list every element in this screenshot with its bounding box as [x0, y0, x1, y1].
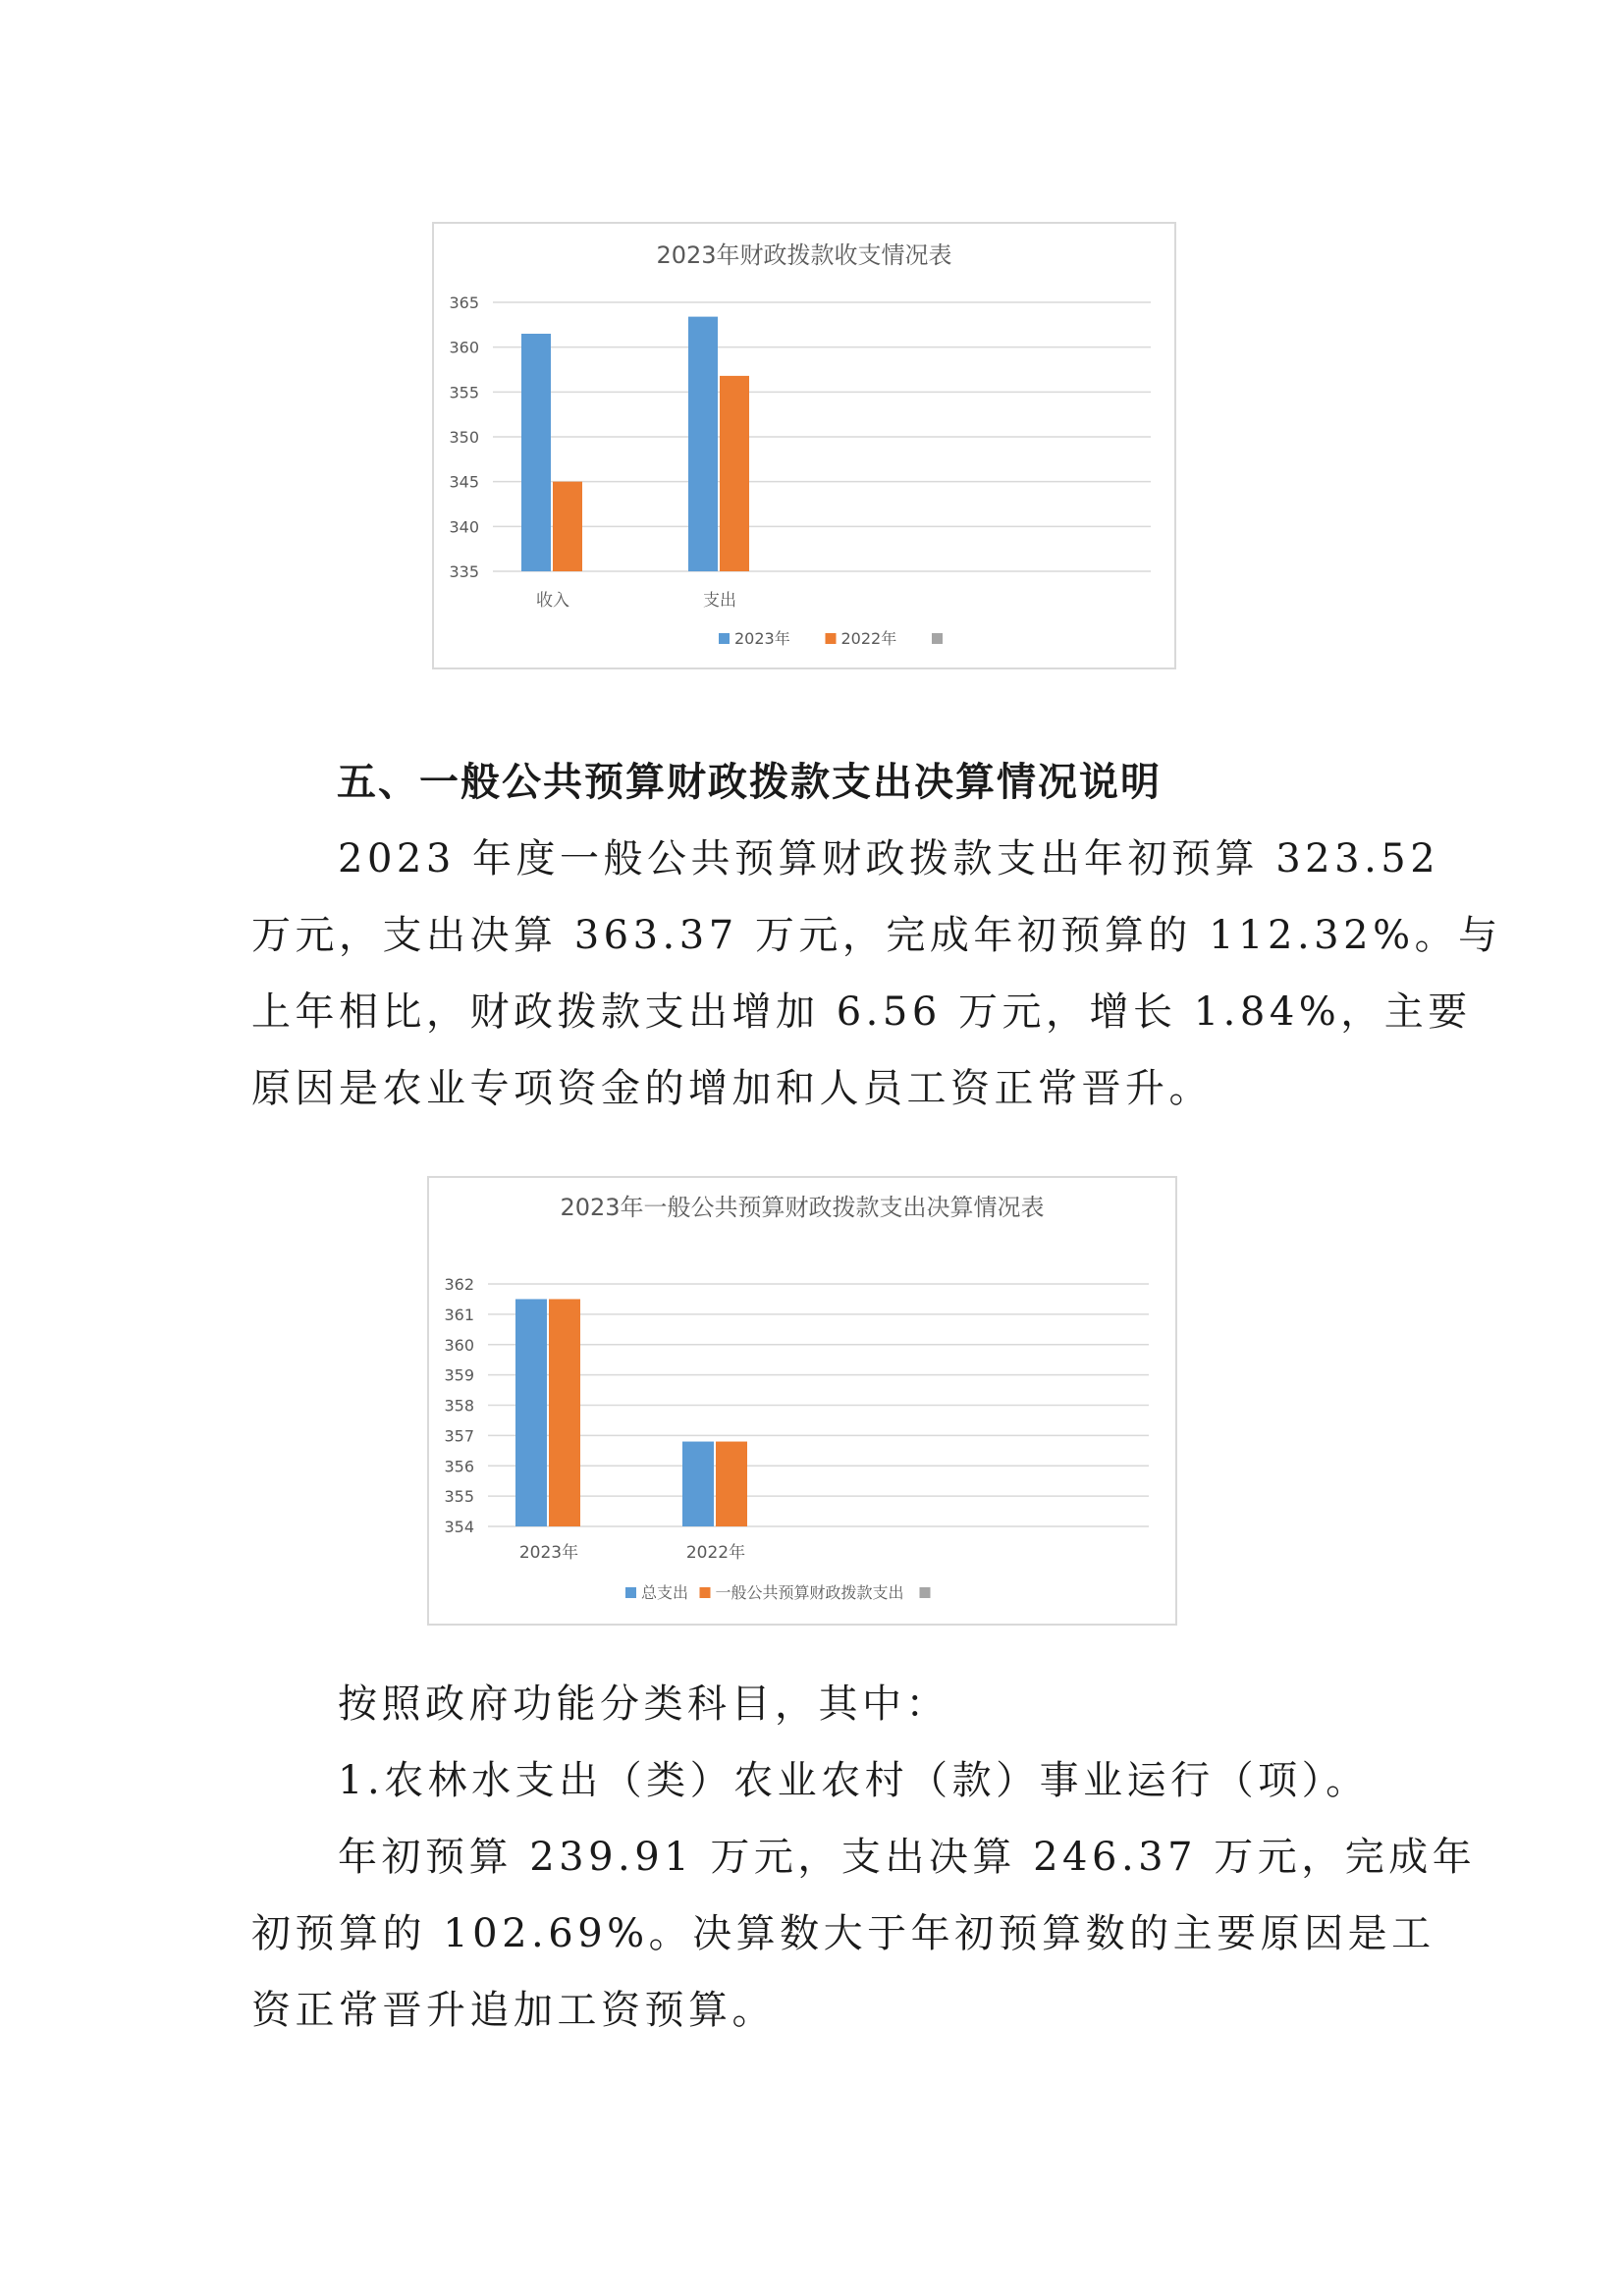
legend-swatch — [826, 633, 837, 644]
chart-general-budget-expenditure — [427, 1176, 1177, 1626]
legend-label: 2023年 — [734, 629, 790, 648]
bar-series-1 — [521, 334, 551, 571]
y-tick-label: 356 — [444, 1457, 474, 1476]
legend-label: 总支出 — [641, 1583, 689, 1602]
bar-series-2 — [553, 482, 582, 571]
bar-series-2 — [716, 1442, 747, 1526]
legend-label: 一般公共预算财政拨款支出 — [715, 1583, 904, 1602]
y-tick-label: 355 — [449, 383, 479, 402]
y-tick-label: 350 — [449, 428, 479, 447]
y-tick-label: 335 — [449, 562, 479, 581]
classification-intro: 按照政府功能分类科目，其中： — [338, 1682, 949, 1727]
legend-label: 2022年 — [840, 629, 897, 648]
legend-swatch — [719, 633, 730, 644]
legend-swatch — [920, 1587, 931, 1598]
paragraph-line: 原因是农业专项资金的增加和人员工资正常晋升。 — [251, 1066, 1213, 1111]
y-tick-label: 355 — [444, 1487, 474, 1507]
detail-line: 年初预算 239.91 万元，支出决算 246.37 万元，完成年 — [338, 1835, 1477, 1880]
detail-line: 初预算的 102.69%。决算数大于年初预算数的主要原因是工 — [251, 1911, 1435, 1956]
y-tick-label: 361 — [444, 1305, 474, 1324]
y-tick-label: 360 — [449, 338, 479, 357]
bar-series-2 — [720, 376, 749, 571]
y-tick-label: 354 — [444, 1518, 474, 1536]
y-tick-label: 365 — [449, 294, 479, 312]
classification-item-title: 1.农林水支出（类）农业农村（款）事业运行（项）。 — [338, 1758, 1370, 1803]
classification-detail — [251, 1819, 1476, 2049]
bar-series-1 — [515, 1299, 547, 1526]
bar-series-1 — [688, 317, 718, 571]
paragraph-line: 2023 年度一般公共预算财政拨款支出年初预算 323.52 — [338, 836, 1440, 881]
detail-line: 资正常晋升追加工资预算。 — [251, 1988, 776, 2033]
y-tick-label: 357 — [444, 1426, 474, 1446]
chart-income-expenditure — [432, 222, 1176, 669]
y-tick-label: 345 — [449, 472, 479, 492]
legend-swatch — [700, 1587, 711, 1598]
category-label: 2022年 — [685, 1543, 746, 1563]
bar-series-1 — [682, 1442, 714, 1526]
paragraph-line: 万元，支出决算 363.37 万元，完成年初预算的 112.32%。与 — [251, 913, 1502, 958]
category-label: 收入 — [536, 591, 569, 611]
y-tick-label: 360 — [444, 1335, 474, 1355]
y-tick-label: 362 — [444, 1275, 474, 1294]
y-tick-label: 358 — [444, 1396, 474, 1415]
legend-swatch — [932, 633, 943, 644]
section-heading: 五、一般公共预算财政拨款支出决算情况说明 — [337, 760, 1162, 805]
chart-income-expenditure-svg — [434, 224, 1174, 667]
y-tick-label: 359 — [444, 1365, 474, 1385]
category-label: 支出 — [703, 591, 736, 611]
y-tick-label: 340 — [449, 517, 479, 537]
paragraph-line: 上年相比，财政拨款支出增加 6.56 万元，增长 1.84%，主要 — [251, 989, 1472, 1035]
bar-series-2 — [549, 1299, 580, 1526]
category-label: 2023年 — [518, 1543, 579, 1563]
legend-swatch — [625, 1587, 636, 1598]
chart-general-budget-expenditure-svg — [429, 1178, 1175, 1624]
chart-title: 2023年财政拨款收支情况表 — [656, 241, 952, 269]
section-paragraph — [251, 821, 1502, 1127]
chart-title: 2023年一般公共预算财政拨款支出决算情况表 — [560, 1194, 1045, 1221]
